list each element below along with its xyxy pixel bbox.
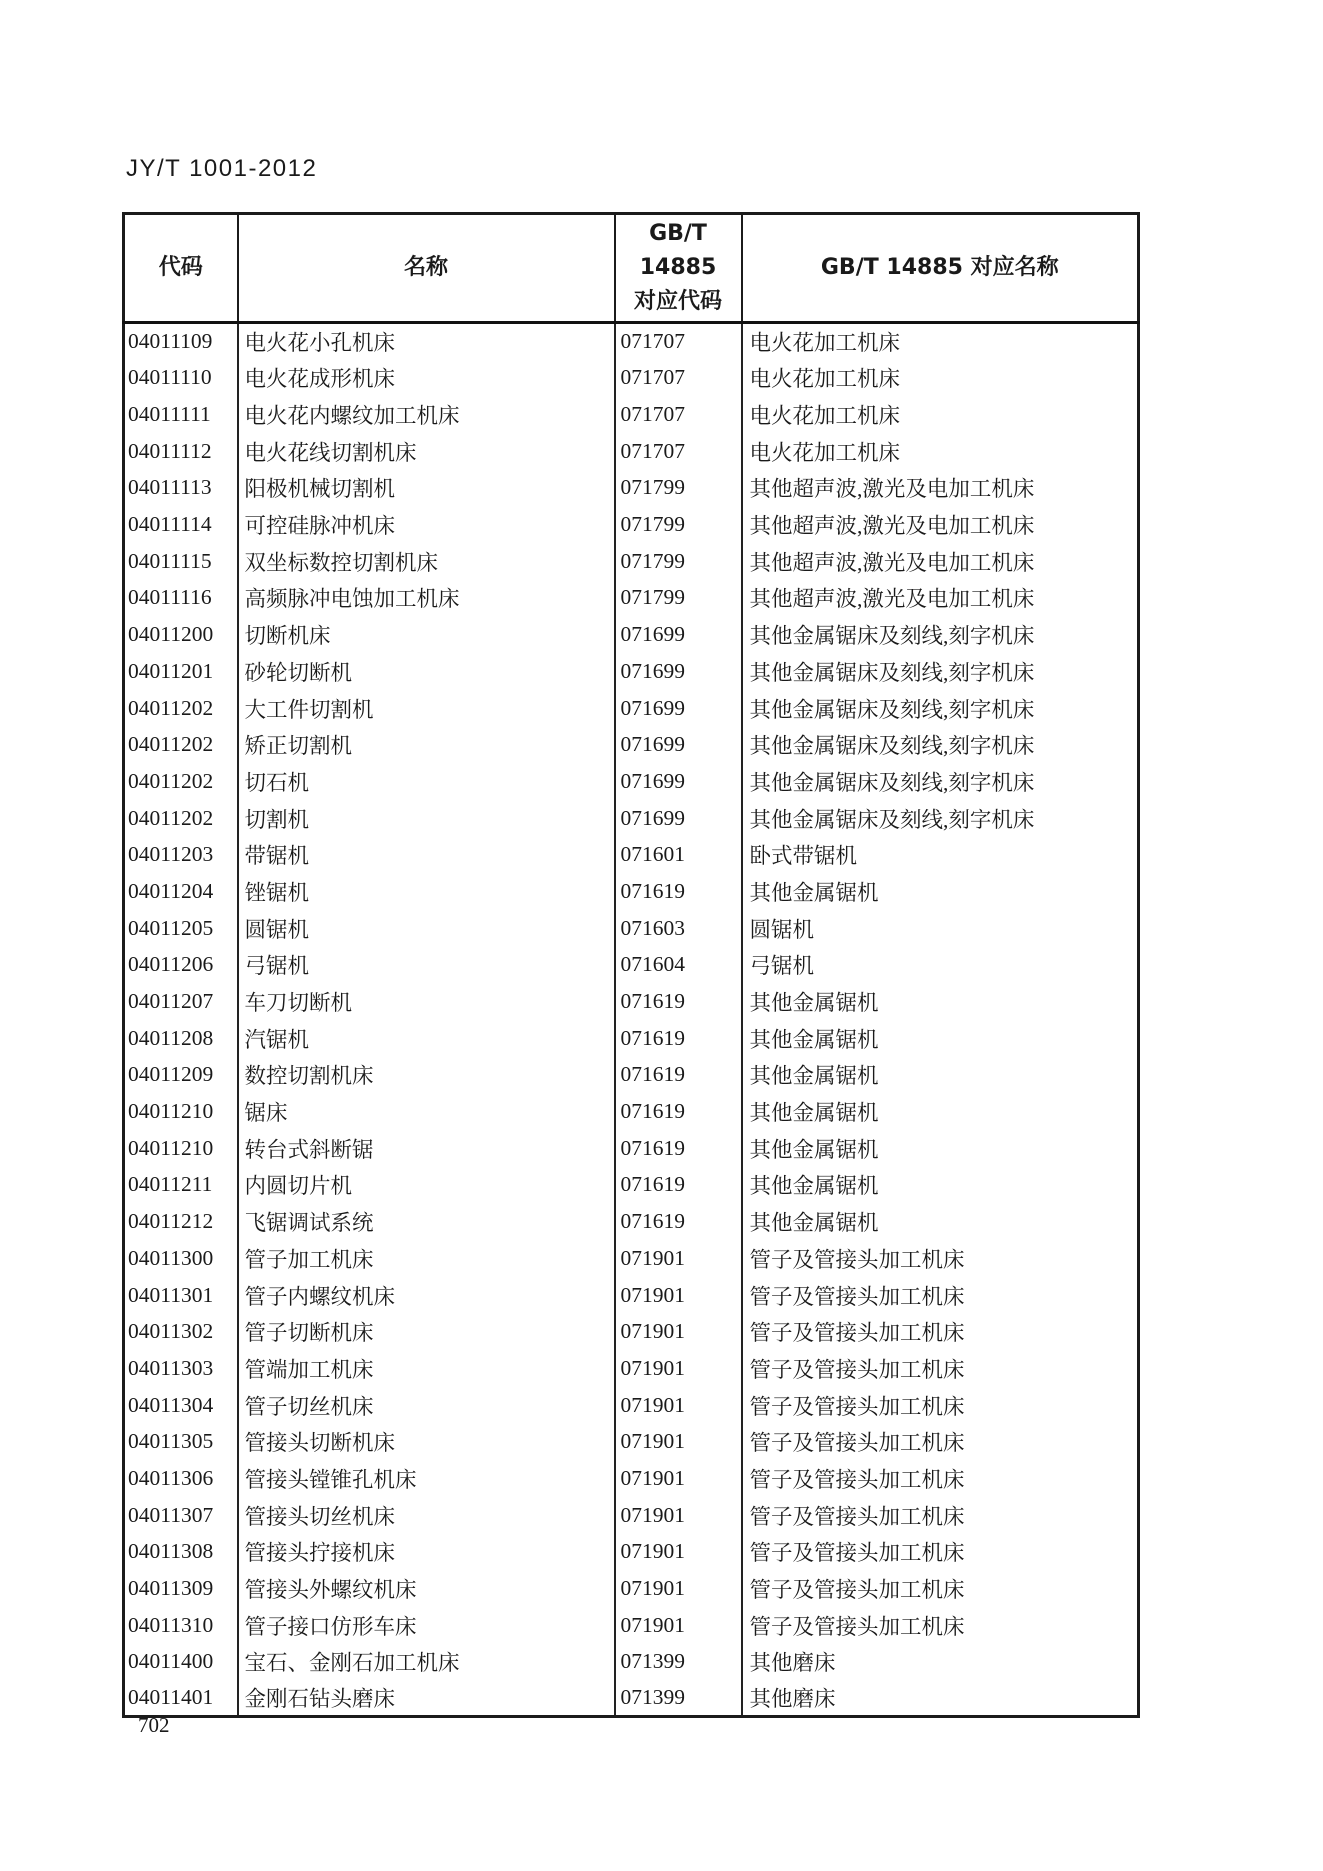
table-row xyxy=(124,1203,1139,1240)
cell-code: 04011211 xyxy=(128,1172,213,1197)
cell-code: 04011110 xyxy=(128,365,212,390)
table-row xyxy=(124,1497,1139,1534)
cell-gbt-name: 其他金属锯床及刻线,刻字机床 xyxy=(742,616,1139,653)
cell-gbt-code: 071619 xyxy=(615,1130,742,1167)
cell-gbt-name: 管子及管接头加工机床 xyxy=(742,1497,1139,1534)
cell-name: 管子内螺纹机床 xyxy=(238,1277,615,1314)
cell-name: 矫正切割机 xyxy=(238,726,615,763)
cell-gbt-code: 071601 xyxy=(615,836,742,873)
cell-name: 管端加工机床 xyxy=(238,1350,615,1387)
table-row xyxy=(124,910,1139,947)
cell-code: 04011206 xyxy=(128,952,214,977)
cell-code: 04011210 xyxy=(128,1135,214,1160)
cell-gbt-name: 其他金属锯机 xyxy=(742,1057,1139,1094)
cell-gbt-name: 其他金属锯床及刻线,刻字机床 xyxy=(742,800,1139,837)
table-row xyxy=(124,1350,1139,1387)
cell-gbt-name: 管子及管接头加工机床 xyxy=(742,1240,1139,1277)
table-row xyxy=(124,1680,1139,1717)
cell-gbt-name: 管子及管接头加工机床 xyxy=(742,1277,1139,1314)
cell-code: 04011210 xyxy=(128,1099,214,1124)
header-cell-gbt-name: GB/T 14885 对应名称 xyxy=(742,214,1139,323)
cell-name: 转台式斜断锯 xyxy=(238,1130,615,1167)
cell-name: 管接头外螺纹机床 xyxy=(238,1570,615,1607)
cell-code: 04011200 xyxy=(128,622,214,647)
document-code: JY/T 1001-2012 xyxy=(126,155,318,182)
cell-name: 管接头拧接机床 xyxy=(238,1533,615,1570)
cell-code: 04011310 xyxy=(128,1612,214,1637)
cell-gbt-name: 管子及管接头加工机床 xyxy=(742,1313,1139,1350)
cell-name: 砂轮切断机 xyxy=(238,653,615,690)
cell-gbt-name: 其他金属锯机 xyxy=(742,983,1139,1020)
table-row xyxy=(124,580,1139,617)
table-row xyxy=(124,946,1139,983)
cell-name: 管接头切断机床 xyxy=(238,1423,615,1460)
cell-gbt-code: 071901 xyxy=(615,1570,742,1607)
code-mapping-table xyxy=(122,212,1140,1718)
cell-gbt-code: 071619 xyxy=(615,1167,742,1204)
cell-gbt-name: 卧式带锯机 xyxy=(742,836,1139,873)
cell-code: 04011305 xyxy=(128,1429,214,1454)
cell-gbt-code: 071399 xyxy=(615,1644,742,1681)
cell-code: 04011202 xyxy=(128,732,214,757)
table-row xyxy=(124,396,1139,433)
cell-code: 04011208 xyxy=(128,1025,214,1050)
table-row xyxy=(124,323,1139,360)
cell-gbt-name: 管子及管接头加工机床 xyxy=(742,1387,1139,1424)
cell-name: 带锯机 xyxy=(238,836,615,873)
cell-gbt-name: 其他金属锯床及刻线,刻字机床 xyxy=(742,763,1139,800)
cell-name: 飞锯调试系统 xyxy=(238,1203,615,1240)
cell-gbt-name: 管子及管接头加工机床 xyxy=(742,1607,1139,1644)
cell-name: 内圆切片机 xyxy=(238,1167,615,1204)
cell-gbt-name: 弓锯机 xyxy=(742,946,1139,983)
cell-name: 大工件切割机 xyxy=(238,690,615,727)
cell-code: 04011308 xyxy=(128,1539,214,1564)
cell-name: 管子切丝机床 xyxy=(238,1387,615,1424)
table-row xyxy=(124,726,1139,763)
table-header xyxy=(124,214,1139,323)
cell-gbt-code: 071707 xyxy=(615,323,742,360)
cell-name: 电火花小孔机床 xyxy=(238,323,615,360)
table-row xyxy=(124,1423,1139,1460)
cell-gbt-code: 071799 xyxy=(615,506,742,543)
table-row xyxy=(124,763,1139,800)
cell-name: 汽锯机 xyxy=(238,1020,615,1057)
cell-gbt-name: 管子及管接头加工机床 xyxy=(742,1423,1139,1460)
cell-gbt-code: 071799 xyxy=(615,543,742,580)
table-row xyxy=(124,506,1139,543)
cell-code: 04011205 xyxy=(128,915,214,940)
table-row xyxy=(124,836,1139,873)
cell-gbt-code: 071699 xyxy=(615,616,742,653)
cell-name: 切割机 xyxy=(238,800,615,837)
cell-gbt-name: 其他磨床 xyxy=(742,1680,1139,1717)
table-row xyxy=(124,690,1139,727)
cell-name: 切石机 xyxy=(238,763,615,800)
cell-gbt-name: 管子及管接头加工机床 xyxy=(742,1570,1139,1607)
cell-gbt-code: 071901 xyxy=(615,1607,742,1644)
cell-gbt-name: 其他金属锯机 xyxy=(742,1093,1139,1130)
table-row xyxy=(124,359,1139,396)
cell-gbt-code: 071619 xyxy=(615,1057,742,1094)
table-row xyxy=(124,1460,1139,1497)
cell-code: 04011111 xyxy=(128,402,211,426)
cell-code: 04011307 xyxy=(128,1502,214,1527)
cell-gbt-code: 071619 xyxy=(615,873,742,910)
cell-code: 04011306 xyxy=(128,1465,214,1490)
cell-gbt-name: 电火花加工机床 xyxy=(742,323,1139,360)
cell-gbt-code: 071707 xyxy=(615,396,742,433)
cell-gbt-code: 071799 xyxy=(615,470,742,507)
table-row xyxy=(124,983,1139,1020)
cell-gbt-code: 071901 xyxy=(615,1460,742,1497)
cell-code: 04011115 xyxy=(128,548,212,573)
cell-name: 双坐标数控切割机床 xyxy=(238,543,615,580)
cell-gbt-name: 电火花加工机床 xyxy=(742,433,1139,470)
cell-gbt-code: 071699 xyxy=(615,690,742,727)
cell-gbt-name: 其他超声波,激光及电加工机床 xyxy=(742,543,1139,580)
cell-gbt-name: 其他金属锯床及刻线,刻字机床 xyxy=(742,726,1139,763)
cell-gbt-name: 管子及管接头加工机床 xyxy=(742,1460,1139,1497)
table-row xyxy=(124,1057,1139,1094)
cell-gbt-code: 071619 xyxy=(615,1093,742,1130)
cell-name: 车刀切断机 xyxy=(238,983,615,1020)
cell-gbt-name: 其他超声波,激光及电加工机床 xyxy=(742,470,1139,507)
cell-code: 04011202 xyxy=(128,768,214,793)
table-row xyxy=(124,1570,1139,1607)
cell-gbt-name: 其他金属锯机 xyxy=(742,873,1139,910)
cell-gbt-code: 071399 xyxy=(615,1680,742,1717)
cell-name: 锉锯机 xyxy=(238,873,615,910)
cell-gbt-name: 管子及管接头加工机床 xyxy=(742,1533,1139,1570)
cell-name: 高频脉冲电蚀加工机床 xyxy=(238,580,615,617)
cell-gbt-code: 071619 xyxy=(615,983,742,1020)
cell-name: 圆锯机 xyxy=(238,910,615,947)
cell-code: 04011212 xyxy=(128,1209,214,1234)
cell-gbt-code: 071901 xyxy=(615,1313,742,1350)
table-row xyxy=(124,1093,1139,1130)
code-mapping-table-container xyxy=(122,212,1140,1718)
cell-name: 管子接口仿形车床 xyxy=(238,1607,615,1644)
table-row xyxy=(124,1387,1139,1424)
header-gbt-code-line1: GB/T 14885 xyxy=(639,221,717,281)
cell-name: 管接头镗锥孔机床 xyxy=(238,1460,615,1497)
table-row xyxy=(124,1277,1139,1314)
cell-name: 管子加工机床 xyxy=(238,1240,615,1277)
page-number: 702 xyxy=(138,1713,170,1737)
cell-gbt-name: 其他金属锯床及刻线,刻字机床 xyxy=(742,690,1139,727)
table-row xyxy=(124,653,1139,690)
cell-code: 04011202 xyxy=(128,805,214,830)
cell-code: 04011113 xyxy=(128,475,212,500)
cell-code: 04011203 xyxy=(128,842,214,867)
table-row xyxy=(124,1644,1139,1681)
header-cell-name: 名称 xyxy=(238,214,615,323)
cell-gbt-code: 071619 xyxy=(615,1203,742,1240)
cell-name: 数控切割机床 xyxy=(238,1057,615,1094)
cell-gbt-code: 071603 xyxy=(615,910,742,947)
cell-code: 04011302 xyxy=(128,1319,214,1344)
cell-gbt-code: 071707 xyxy=(615,359,742,396)
table-row xyxy=(124,433,1139,470)
table-row xyxy=(124,1020,1139,1057)
cell-gbt-code: 071604 xyxy=(615,946,742,983)
cell-code: 04011304 xyxy=(128,1392,214,1417)
cell-gbt-code: 071799 xyxy=(615,580,742,617)
cell-name: 锯床 xyxy=(238,1093,615,1130)
table-row xyxy=(124,873,1139,910)
cell-gbt-name: 管子及管接头加工机床 xyxy=(742,1350,1139,1387)
cell-gbt-name: 圆锯机 xyxy=(742,910,1139,947)
cell-code: 04011201 xyxy=(128,658,214,683)
cell-code: 04011114 xyxy=(128,512,212,537)
cell-name: 阳极机械切割机 xyxy=(238,470,615,507)
table-row xyxy=(124,1533,1139,1570)
cell-gbt-code: 071699 xyxy=(615,800,742,837)
cell-gbt-name: 其他金属锯机 xyxy=(742,1130,1139,1167)
cell-name: 弓锯机 xyxy=(238,946,615,983)
cell-gbt-name: 其他金属锯床及刻线,刻字机床 xyxy=(742,653,1139,690)
cell-name: 可控硅脉冲机床 xyxy=(238,506,615,543)
cell-code: 04011401 xyxy=(128,1685,214,1710)
cell-code: 04011116 xyxy=(128,585,212,610)
cell-gbt-code: 071901 xyxy=(615,1387,742,1424)
cell-gbt-name: 其他金属锯机 xyxy=(742,1203,1139,1240)
cell-gbt-code: 071699 xyxy=(615,726,742,763)
cell-code: 04011300 xyxy=(128,1245,214,1270)
cell-name: 金刚石钻头磨床 xyxy=(238,1680,615,1717)
cell-code: 04011207 xyxy=(128,989,214,1013)
table-row xyxy=(124,1240,1139,1277)
cell-code: 04011202 xyxy=(128,695,214,720)
cell-name: 管子切断机床 xyxy=(238,1313,615,1350)
cell-code: 04011209 xyxy=(128,1062,214,1087)
cell-gbt-code: 071901 xyxy=(615,1277,742,1314)
cell-gbt-name: 其他超声波,激光及电加工机床 xyxy=(742,580,1139,617)
cell-code: 04011112 xyxy=(128,438,212,463)
table-row xyxy=(124,1167,1139,1204)
table-row xyxy=(124,800,1139,837)
cell-gbt-code: 071901 xyxy=(615,1240,742,1277)
cell-gbt-name: 电火花加工机床 xyxy=(742,359,1139,396)
table-row xyxy=(124,543,1139,580)
header-cell-gbt-code xyxy=(615,214,742,323)
cell-gbt-code: 071901 xyxy=(615,1497,742,1534)
cell-code: 04011301 xyxy=(128,1282,214,1307)
cell-gbt-code: 071699 xyxy=(615,763,742,800)
cell-name: 电火花内螺纹加工机床 xyxy=(238,396,615,433)
cell-gbt-code: 071901 xyxy=(615,1423,742,1460)
cell-code: 04011309 xyxy=(128,1576,214,1600)
header-cell-code: 代码 xyxy=(124,214,238,323)
cell-gbt-name: 其他金属锯机 xyxy=(742,1020,1139,1057)
cell-name: 宝石、金刚石加工机床 xyxy=(238,1644,615,1681)
cell-gbt-name: 其他金属锯机 xyxy=(742,1167,1139,1204)
cell-name: 管接头切丝机床 xyxy=(238,1497,615,1534)
cell-gbt-code: 071619 xyxy=(615,1020,742,1057)
header-gbt-code-line2: 对应代码 xyxy=(633,289,722,315)
cell-gbt-code: 071699 xyxy=(615,653,742,690)
cell-gbt-name: 电火花加工机床 xyxy=(742,396,1139,433)
cell-code: 04011109 xyxy=(128,329,213,354)
cell-name: 切断机床 xyxy=(238,616,615,653)
table-header-row xyxy=(124,214,1139,323)
cell-gbt-code: 071901 xyxy=(615,1533,742,1570)
table-row xyxy=(124,470,1139,507)
cell-code: 04011400 xyxy=(128,1649,214,1674)
table-row xyxy=(124,1607,1139,1644)
table-row xyxy=(124,1130,1139,1167)
cell-code: 04011303 xyxy=(128,1355,214,1380)
table-row xyxy=(124,1313,1139,1350)
cell-name: 电火花成形机床 xyxy=(238,359,615,396)
cell-code: 04011204 xyxy=(128,878,214,903)
cell-gbt-name: 其他磨床 xyxy=(742,1644,1139,1681)
cell-gbt-code: 071707 xyxy=(615,433,742,470)
table-body xyxy=(124,323,1139,1717)
table-row xyxy=(124,616,1139,653)
cell-name: 电火花线切割机床 xyxy=(238,433,615,470)
cell-gbt-code: 071901 xyxy=(615,1350,742,1387)
cell-gbt-name: 其他超声波,激光及电加工机床 xyxy=(742,506,1139,543)
